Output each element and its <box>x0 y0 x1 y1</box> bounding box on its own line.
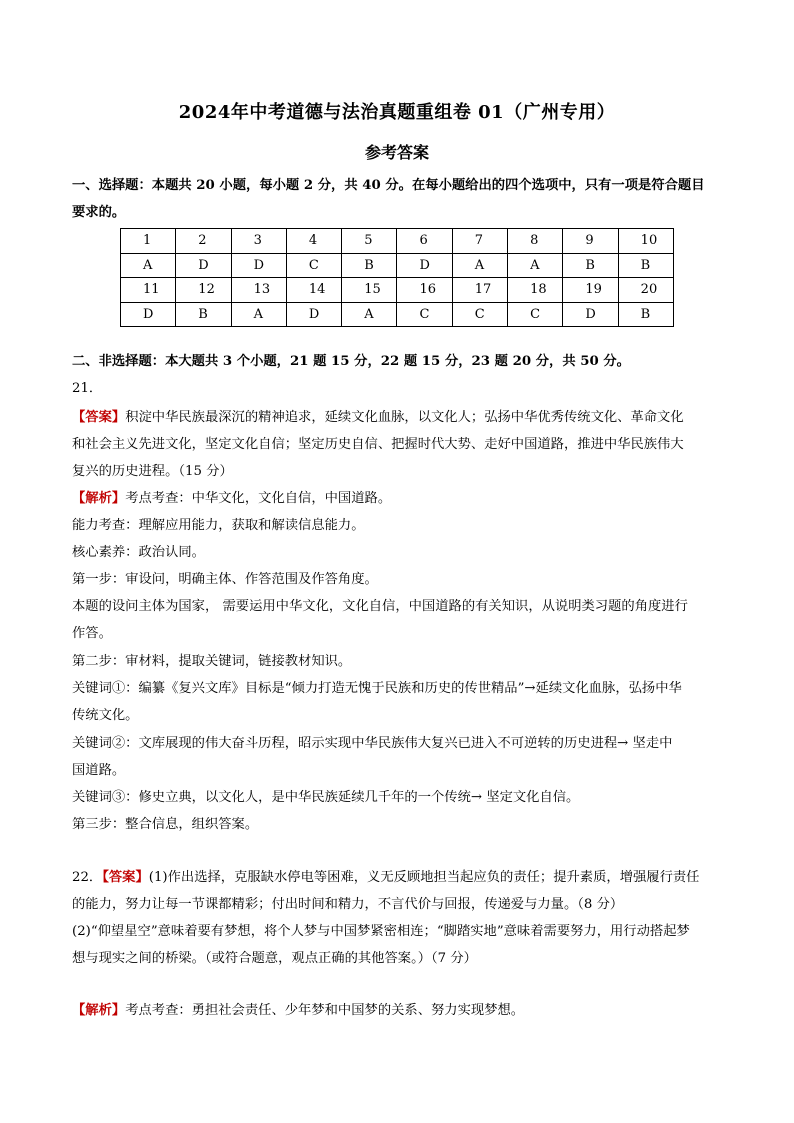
page-subtitle: 参考答案 <box>364 143 429 162</box>
q21-literacy: 核心素养：政治认同。 <box>72 545 205 560</box>
table-row <box>121 253 674 278</box>
q21-analysis-text: 考点考查：中华文化，文化自信，中国道路。 <box>125 491 392 506</box>
table-cell: A <box>342 302 397 327</box>
q21-step1: 第一步：审设问，明确主体、作答范围及作答角度。 <box>72 572 378 587</box>
table-cell: C <box>452 302 507 327</box>
analysis-tag: 【解析】 <box>72 1003 126 1018</box>
q22-answer-text: (1)作出选择，克服缺水停电等困难，义无反顾地担当起应负的责任；提升素质，增强履行责任 <box>148 870 700 885</box>
table-cell: 1 <box>121 229 176 254</box>
q21-answer-text: 积淀中华民族最深沉的精神追求，延续文化血脉，以文化人；弘扬中华优秀传统文化、革命文化 <box>125 410 684 425</box>
table-cell: 16 <box>397 278 452 303</box>
table-cell: D <box>121 302 176 327</box>
table-cell: 8 <box>508 229 563 254</box>
answer-tag: 【答案】 <box>72 410 126 425</box>
q21-keyword2-line2: 国道路。 <box>72 763 126 778</box>
q21-answer-line3: 复兴的历史进程。（15 分） <box>72 464 233 479</box>
q21-keyword1-line2: 传统文化。 <box>72 708 139 723</box>
page-title: 2024年中考道德与法治真题重组卷 01（广州专用） <box>178 102 616 123</box>
q21-ability: 能力考查：理解应用能力，获取和解读信息能力。 <box>72 518 365 533</box>
q22-number: 22． <box>72 870 103 885</box>
table-cell: 2 <box>176 229 231 254</box>
q21-number: 21． <box>72 381 103 396</box>
q22-analysis-line1 <box>72 997 724 1024</box>
table-cell: C <box>508 302 563 327</box>
table-cell: B <box>618 253 673 278</box>
q21-analysis-line1 <box>72 485 724 512</box>
table-cell: D <box>176 253 231 278</box>
q22-answer-line2: 的能力，努力让每一节课都精彩；付出时间和精力，不言代价与回报，传递爱与力量。（8 分） <box>72 897 624 912</box>
q22-answer-line4: 想与现实之间的桥梁。（或符合题意，观点正确的其他答案。）（7 分） <box>72 951 477 966</box>
table-cell: D <box>563 302 618 327</box>
table-cell: 7 <box>452 229 507 254</box>
q22-answer-line1 <box>72 864 724 891</box>
q21-step1-detail-line2: 作答。 <box>72 626 112 641</box>
table-cell: 20 <box>618 278 673 303</box>
table-row <box>121 278 674 303</box>
q22-analysis-text: 考点考查：勇担社会责任、少年梦和中国梦的关系、努力实现梦想。 <box>125 1003 525 1018</box>
q21-keyword1-line1: 关键词①：编纂《复兴文库》目标是“倾力打造无愧于民族和历史的传世精品”→延续文化血脉，弘扬中华 <box>72 681 682 696</box>
q21-answer-line1 <box>72 404 724 431</box>
table-cell: 5 <box>342 229 397 254</box>
answer-tag: 【答案】 <box>102 870 149 885</box>
table-cell: D <box>286 302 341 327</box>
table-cell: 19 <box>563 278 618 303</box>
table-cell: 10 <box>618 229 673 254</box>
q21-step3: 第三步：整合信息，组织答案。 <box>72 817 259 832</box>
table-cell: 4 <box>286 229 341 254</box>
table-cell: C <box>397 302 452 327</box>
table-cell: A <box>452 253 507 278</box>
q22-answer-line3: (2)“仰望星空”意味着要有梦想，将个人梦与中国梦紧密相连；“脚踏实地”意味着需要努力，用行动搭起梦 <box>72 924 690 939</box>
q21-step2: 第二步：审材料，提取关键词，链接教材知识。 <box>72 654 352 669</box>
table-cell: B <box>176 302 231 327</box>
table-cell: 14 <box>286 278 341 303</box>
table-cell: 18 <box>508 278 563 303</box>
table-row <box>121 229 674 254</box>
table-cell: B <box>618 302 673 327</box>
table-cell: B <box>563 253 618 278</box>
table-cell: A <box>508 253 563 278</box>
table-cell: 17 <box>452 278 507 303</box>
q21-keyword3: 关键词③：修史立典，以文化人，是中华民族延续几千年的一个传统→ 坚定文化自信。 <box>72 790 580 805</box>
table-cell: B <box>342 253 397 278</box>
q21-step1-detail-line1: 本题的设问主体为国家， 需要运用中华文化，文化自信，中国道路的有关知识，从说明类习题的角度进行 <box>72 599 688 614</box>
section1-heading-line1: 一、选择题：本题共 20 小题，每小题 2 分，共 40 分。在每小题给出的四个选项中，只有一项是符合题目 <box>72 178 705 193</box>
table-cell: 11 <box>121 278 176 303</box>
q21-answer-line2: 和社会主义先进文化，坚定文化自信；坚定历史自信、把握时代大势、走好中国道路，推进中华民族伟大 <box>72 437 684 452</box>
table-cell: C <box>286 253 341 278</box>
table-cell: 12 <box>176 278 231 303</box>
table-cell: 6 <box>397 229 452 254</box>
table-cell: D <box>397 253 452 278</box>
answer-table <box>120 228 674 327</box>
table-cell: A <box>121 253 176 278</box>
table-cell: D <box>231 253 286 278</box>
table-cell: A <box>231 302 286 327</box>
section1-heading-line2: 要求的。 <box>72 205 126 220</box>
table-cell: 15 <box>342 278 397 303</box>
q21-keyword2-line1: 关键词②：文库展现的伟大奋斗历程，昭示实现中华民族伟大复兴已进入不可逆转的历史进程→ 坚走中 <box>72 736 673 751</box>
section2-heading: 二、非选择题：本大题共 3 个小题，21 题 15 分，22 题 15 分，23 题 20 分，共 50 分。 <box>72 354 630 369</box>
analysis-tag: 【解析】 <box>72 491 126 506</box>
table-cell: 3 <box>231 229 286 254</box>
table-cell: 9 <box>563 229 618 254</box>
table-cell: 13 <box>231 278 286 303</box>
table-row <box>121 302 674 327</box>
